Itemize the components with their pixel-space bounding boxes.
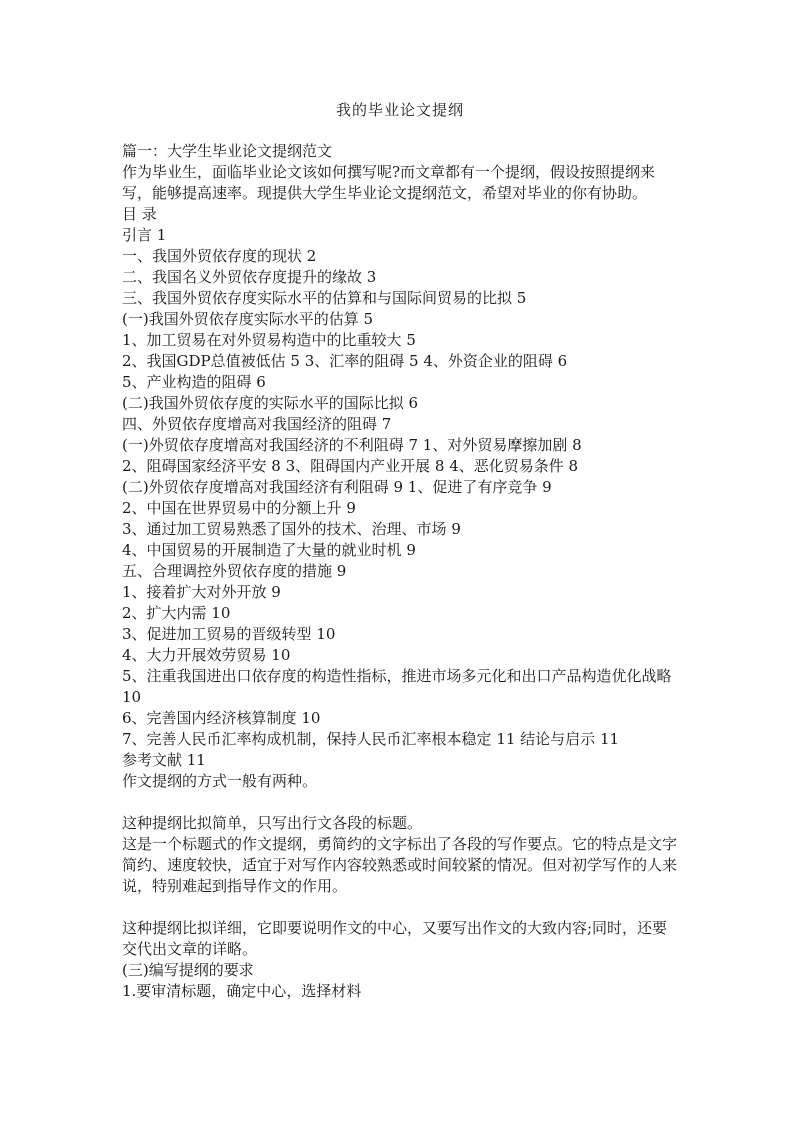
toc-line: 四、外贸依存度增高对我国经济的阻碍 7 [122,415,392,433]
toc-line: (二)外贸依存度增高对我国经济有利阻碍 9 1、促进了有序竞争 9 [122,478,552,496]
toc-line: 4、大力开展效劳贸易 10 [122,646,291,664]
section-heading: 篇一：大学生毕业论文提纲范文 [122,142,333,160]
toc-line: 6、完善国内经济核算制度 10 [122,709,321,727]
simple-outline-description: 这是一个标题式的作文提纲，勇简约的文字标出了各段的写作要点。它的特点是文字简约、速度较快，适宜于对写作内容较熟悉或时间较紧的情况。但对初学写作的人来说，特别难起到指导作文的作用。 [122,835,678,895]
paragraph-spacer [122,792,682,813]
table-of-contents [122,225,682,771]
toc-line: 2、我国GDP总值被低估 5 3、汇率的阻碍 5 4、外资企业的阻碍 6 [122,352,568,370]
toc-heading: 目 录 [122,205,157,223]
toc-line: (一)外贸依存度增高对我国经济的不利阻碍 7 1、对外贸易摩擦加剧 8 [122,436,582,454]
toc-line: 二、我国名义外贸依存度提升的缘故 3 [122,268,377,286]
toc-line: 参考文献 11 [122,751,206,769]
outline-forms-paragraph: 作文提纲的方式一般有两种。 [122,772,318,790]
toc-line: 5、注重我国进出口依存度的构造性指标，推进市场多元化和出口产品构造优化战略 10 [122,667,672,706]
detailed-outline-paragraph: 这种提纲比拟详细，它即要说明作文的中心，又要写出作文的大致内容;同时，还要交代出文章的详略。 [122,919,668,958]
toc-line: 5、产业构造的阻碍 6 [122,373,266,391]
toc-line: 五、合理调控外贸依存度的措施 9 [122,562,347,580]
toc-line: 2、中国在世界贸易中的分额上升 9 [122,499,356,517]
toc-line: 1、接着扩大对外开放 9 [122,583,281,601]
simple-outline-paragraph: 这种提纲比拟简单，只写出行文各段的标题。 [122,814,423,832]
document-title: 我的毕业论文提纲 [335,101,464,119]
toc-line: 3、通过加工贸易熟悉了国外的技术、治理、市场 9 [122,520,461,538]
toc-line: 4、中国贸易的开展制造了大量的就业时机 9 [122,541,416,559]
toc-line: 7、完善人民币汇率构成机制，保持人民币汇率根本稳定 11 结论与启示 11 [122,730,620,748]
toc-line: (二)我国外贸依存度的实际水平的国际比拟 6 [122,394,419,412]
toc-line: 三、我国外贸依存度实际水平的估算和与国际间贸易的比拟 5 [122,289,527,307]
toc-line: 1、加工贸易在对外贸易构造中的比重较大 5 [122,331,416,349]
toc-line: 引言 1 [122,226,167,244]
toc-line: 2、扩大内需 10 [122,604,231,622]
toc-line: 一、我国外贸依存度的现状 2 [122,247,317,265]
requirements-heading: (三)编写提纲的要求 [122,961,254,979]
intro-paragraph: 作为毕业生，面临毕业论文该如何撰写呢?而文章都有一个提纲，假设按照提纲来写，能够提高速率。现提供大学生毕业论文提纲范文，希望对毕业的你有协助。 [122,163,656,202]
toc-line: 3、促进加工贸易的晋级转型 10 [122,625,336,643]
toc-line: 2、阻碍国家经济平安 8 3、阻碍国内产业开展 8 4、恶化贸易条件 8 [122,457,579,475]
toc-line: (一)我国外贸依存度实际水平的估算 5 [122,310,374,328]
requirement-item: 1.要审清标题，确定中心，选择材料 [122,982,362,1000]
paragraph-spacer [122,897,682,918]
document-body [122,141,682,1002]
